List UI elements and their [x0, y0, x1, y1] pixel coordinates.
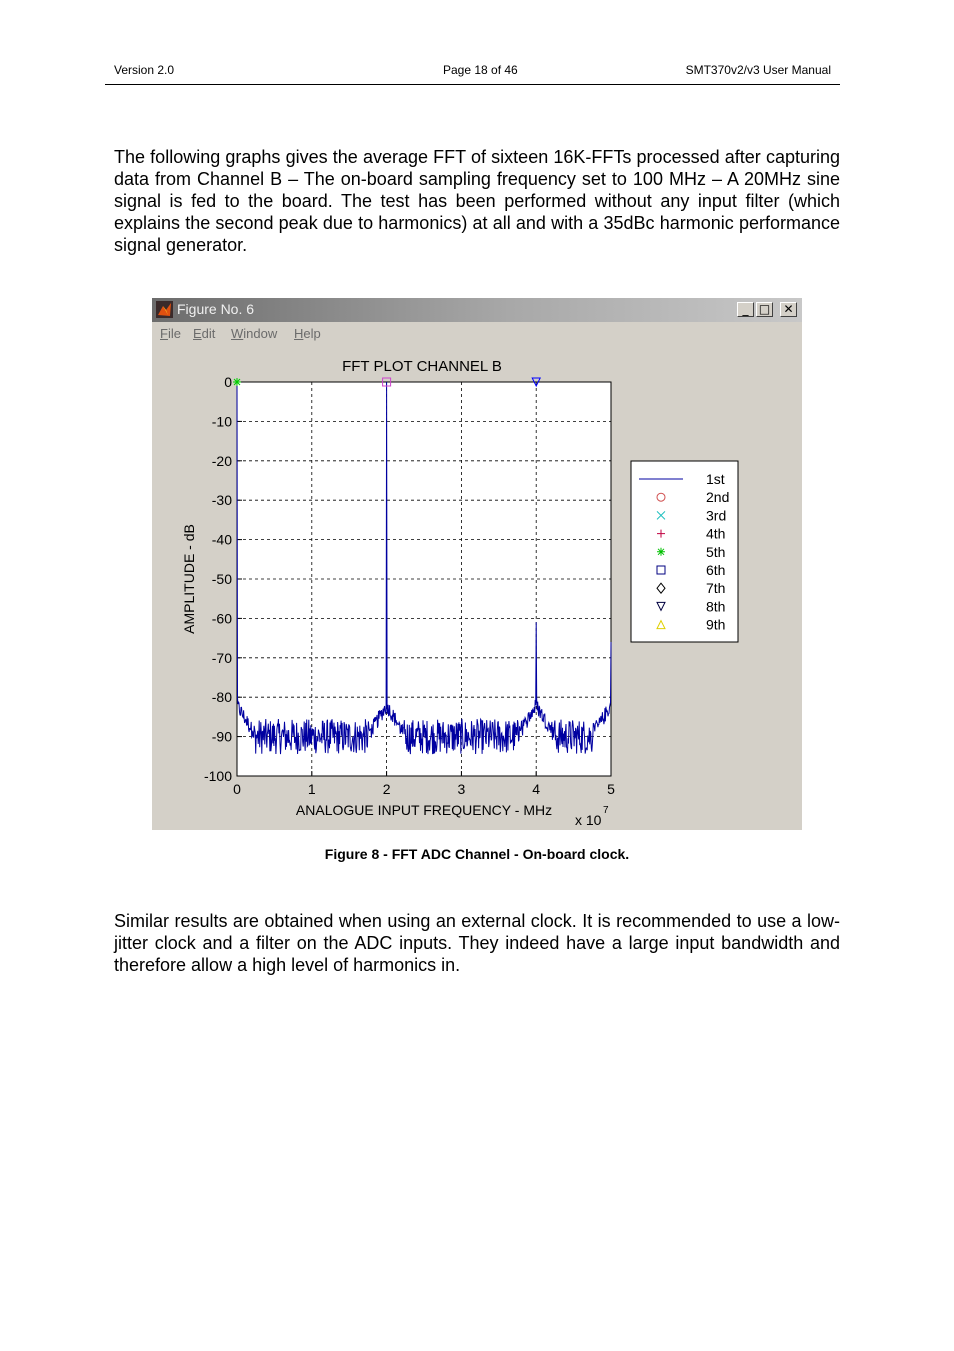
header-page-number: Page 18 of 46 — [443, 63, 518, 77]
chart-title: FFT PLOT CHANNEL B — [342, 358, 502, 375]
header-document-title: SMT370v2/v3 User Manual — [685, 63, 831, 77]
legend-label: 7th — [706, 580, 726, 597]
legend-label: 5th — [706, 543, 726, 560]
x-tick-label: 2 — [382, 781, 391, 797]
figure-caption: Figure 8 - FFT ADC Channel - On-board clock. — [324, 846, 630, 862]
window-title: Figure No. 6 — [177, 301, 255, 317]
legend-label: 8th — [706, 598, 726, 615]
close-button[interactable]: ✕ — [780, 302, 797, 317]
menu-help-label: elp — [303, 326, 321, 341]
y-tick-label: -80 — [211, 689, 232, 706]
y-tick-label: -50 — [211, 571, 232, 587]
menu-edit-label: dit — [201, 326, 216, 341]
maximize-button[interactable]: □ — [756, 302, 773, 317]
y-axis-label: AMPLITUDE - dB — [181, 524, 197, 634]
fft-chart — [152, 298, 802, 830]
menu-file-mnemonic: F — [160, 326, 168, 341]
menu-help-mnemonic: H — [294, 326, 304, 341]
x-exponent: 7 — [603, 805, 609, 816]
header-version: Version 2.0 — [114, 63, 175, 77]
x-tick-label: 5 — [607, 781, 615, 797]
x-tick-label: 4 — [532, 781, 541, 797]
legend-label: 4th — [706, 525, 726, 542]
x-multiplier: x 10 — [575, 812, 602, 828]
y-tick-label: -60 — [211, 610, 232, 627]
closing-paragraph: Similar results are obtained when using an external clock. It is recommended to use a low-jitter clock and a filter on the ADC inputs. They indeed have a large input bandwidth and therefore allow a high level of harmonics in. — [114, 911, 840, 975]
legend-label: 9th — [706, 616, 726, 633]
menu-edit-mnemonic: E — [193, 326, 202, 341]
legend-marker-5th — [657, 548, 665, 556]
legend-label: 1st — [706, 471, 725, 487]
menu-window-mnemonic: W — [231, 326, 244, 341]
y-tick-label: 0 — [224, 374, 232, 390]
y-tick-label: -30 — [211, 492, 232, 509]
y-tick-label: -100 — [203, 768, 232, 784]
legend-label: 2nd — [706, 489, 730, 506]
y-tick-label: -90 — [211, 728, 232, 745]
x-tick-label: 0 — [233, 781, 241, 797]
minimize-button[interactable]: _ — [737, 302, 754, 317]
menu-file-label: ile — [167, 326, 181, 341]
x-tick-label: 3 — [457, 781, 466, 797]
harmonic-marker-1st — [233, 378, 241, 386]
y-tick-label: -20 — [211, 452, 232, 469]
header-rule — [105, 84, 840, 85]
x-tick-label: 1 — [307, 781, 316, 797]
intro-paragraph: The following graphs gives the average FFT of sixteen 16K-FFTs processed after capturing data from Channel B – The on-board sampling frequency set to 100 MHz – A 20MHz sine signal is fed to the board. The test has been performed without any input filter (which explains the second peak due to harmonics) at all and with a 35dBc harmonic performance signal generator. — [114, 147, 840, 255]
y-tick-label: -10 — [211, 413, 232, 430]
figure-window — [152, 298, 802, 830]
y-tick-label: -40 — [211, 531, 232, 548]
legend-label: 3rd — [706, 507, 727, 524]
x-axis-label: ANALOGUE INPUT FREQUENCY - MHz — [295, 802, 553, 818]
menu-window-label: indow — [243, 326, 278, 341]
y-tick-label: -70 — [211, 649, 232, 666]
legend-label: 6th — [706, 562, 726, 578]
